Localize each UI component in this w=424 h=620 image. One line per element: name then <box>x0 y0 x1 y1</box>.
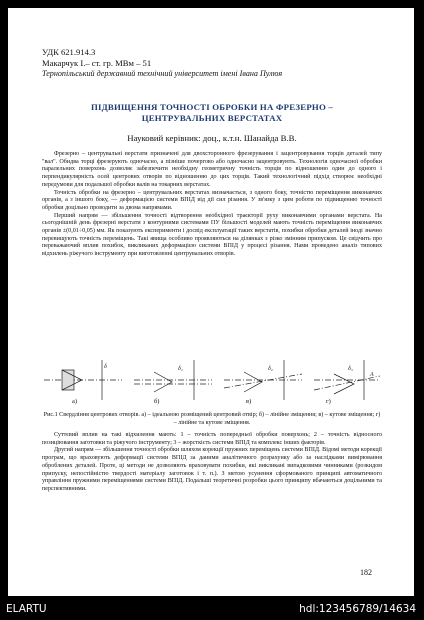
figure-label-b: б) <box>154 398 160 405</box>
paragraph: Другий напрям — збільшення точності обробки шляхом корекції пружних переміщень системи ВПІД. Відомі методи корекції програм, що враховують деформації системи ВПІД за даними аналітичного розрахунку або за наслідками вимірювання оброблених деталей. Проте, ці методи не дозволяють враховувати похибки, які викликані випадковими чинниками (розкидом припуску, непостійністю твердості матеріалу заготовок і т. п.). З метою усунення сформованого принципі автоматичного управління пружними переміщеннями системи ВПІД. Подальші теоретичні розробки цього принципу вбачаються доцільними та перспективними. <box>42 447 382 492</box>
paragraph: Точність обробки на фрезерно – центрувальних верстатах визначається, з одного боку, точністю переміщення виконавчих органів, а з іншого боку, — деформацією системи ВПІД від дії сил різання. У зв'язку з цим роботи по підвищенню точності обробки доцільно проводити за двома напрямами. <box>42 189 382 211</box>
footer-repository-name: ELARTU <box>6 603 47 615</box>
symbol-delta2: δ₂ <box>268 366 273 372</box>
figure-label-a: а) <box>72 398 78 405</box>
symbol-delta1: δ₁ <box>178 366 183 372</box>
title-line: ЦЕНТРУВАЛЬНИХ ВЕРСТАТАХ <box>141 113 283 123</box>
paragraph: Суттєвий вплив на такі відхилення мають: 1 – точність попередньої обробки поверхонь; 2 – точність відносного позиціювання заготовки та ріжучого інструменту; 3 – жорсткість системи ВПІД та комплекс інших факторів. <box>42 432 382 446</box>
author-line: Макарчук І.– ст. гр. МВм – 51 <box>42 58 152 68</box>
university-line: Тернопільський державний технічний університет імені Івана Пулюя <box>42 69 283 78</box>
paragraph: Перший напрям — збільшення точності відтворення необхідної траєкторії руху виконавчими органами верстата. На сьогоднішній день фрезерні верстати з контурними системами ПУ більшості моделей мають точність переміщення виконавчих органів ±(0,01÷0,05) мм. Як показують експерименти і досвід експлуатації таких верстатів, похибки обробки деталей іноді значно перевищують точність переміщень. Такі явища особливо проявляються на ділянках з різко змінним припуском. Це свідчить про переважаючий вплив похибок, викликаних деформацією системи ВПІД у процесі різання. Нами проведено аналіз типових відхилень ріжучого інструменту при виготовленні центрувальних отворів. <box>42 212 382 258</box>
figure-label-d: г) <box>326 398 331 405</box>
title-line: ПІДВИЩЕННЯ ТОЧНОСТІ ОБРОБКИ НА ФРЕЗЕРНО – <box>91 102 333 112</box>
document-page <box>8 8 414 596</box>
paragraph: Фрезерно – центрувальні верстати призначені для двохсторонного фрезерування і зацентровування торців деталей типу "вал". Обидва торці фрезерують одночасно, а пізніше почергово або одночасно зацентровують. Технологія одночасної обробки паралельних поверхонь дозволяє забезпечити необхідну геометричну точність торців по відношенню один до одного і перпендикулярність осей центрових отворів по відношенню до цих торців. Такий технологічний підхід створює необхідні передумови для подальшої обробки валів на токарних верстатах. <box>42 151 382 188</box>
footer-handle-id: hdl:123456789/14634 <box>299 603 416 615</box>
page-number: 182 <box>360 568 372 577</box>
symbol-delta: δ <box>104 364 107 370</box>
body-text-bottom <box>42 432 382 494</box>
figure-caption: Рис.1 Свердління центрових отворів. а) – ідеальною розміщений центровий отвір; б) – лінійне зміщення; в) – кутове зміщення; г) – лінійне та кутове зміщення. <box>43 412 381 426</box>
paper-title <box>38 102 386 124</box>
symbol-delta3: δ₃ <box>348 366 353 372</box>
supervisor-line: Науковий керівник: доц., к.т.н. Шанайда В.В. <box>127 133 297 143</box>
figure-drilling-diagram <box>42 358 382 416</box>
body-text-top <box>42 151 382 259</box>
symbol-a: A <box>370 372 374 378</box>
udc-code: УДК 621.914.3 <box>42 47 96 57</box>
figure-label-c: в) <box>246 398 252 405</box>
